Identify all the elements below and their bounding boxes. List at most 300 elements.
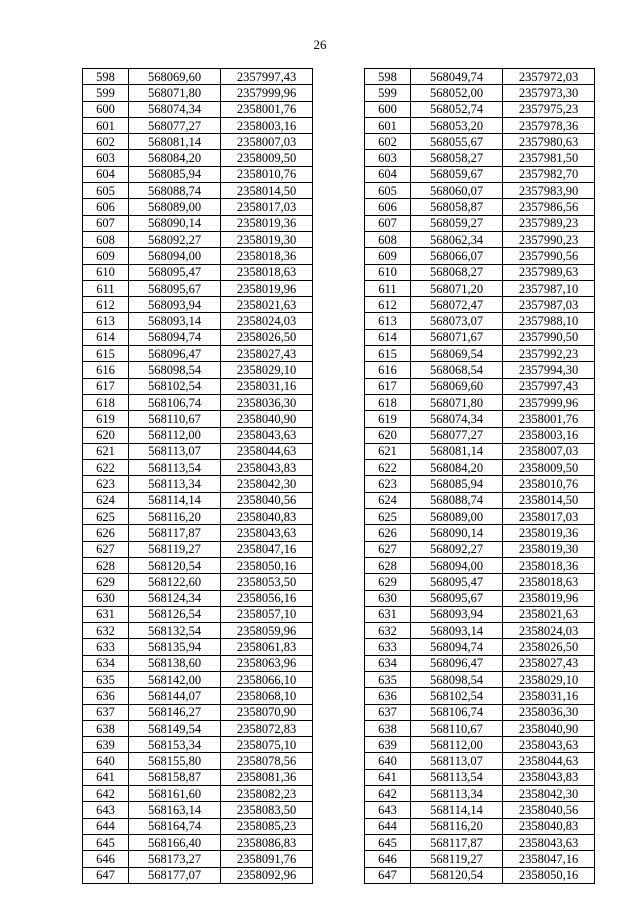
right-y-coordinate-cell: 2357983,90 bbox=[503, 183, 595, 199]
column-gap bbox=[313, 280, 365, 296]
column-gap bbox=[313, 101, 365, 117]
left-point-number-cell: 645 bbox=[83, 834, 129, 850]
right-point-number-cell: 601 bbox=[365, 117, 411, 133]
table-row bbox=[83, 280, 595, 296]
right-point-number-cell: 615 bbox=[365, 346, 411, 362]
right-point-number-cell: 638 bbox=[365, 720, 411, 736]
table-row bbox=[83, 329, 595, 345]
left-y-coordinate-cell: 2358042,30 bbox=[221, 476, 313, 492]
left-x-coordinate-cell: 568177,07 bbox=[129, 867, 221, 883]
right-x-coordinate-cell: 568102,54 bbox=[411, 688, 503, 704]
right-x-coordinate-cell: 568069,60 bbox=[411, 378, 503, 394]
table-row bbox=[83, 509, 595, 525]
right-point-number-cell: 643 bbox=[365, 802, 411, 818]
table-row bbox=[83, 443, 595, 459]
right-x-coordinate-cell: 568071,20 bbox=[411, 280, 503, 296]
left-x-coordinate-cell: 568120,54 bbox=[129, 557, 221, 573]
left-y-coordinate-cell: 2358018,63 bbox=[221, 264, 313, 280]
left-x-coordinate-cell: 568113,07 bbox=[129, 443, 221, 459]
right-y-coordinate-cell: 2357989,23 bbox=[503, 215, 595, 231]
left-x-coordinate-cell: 568095,67 bbox=[129, 280, 221, 296]
right-y-coordinate-cell: 2358027,43 bbox=[503, 655, 595, 671]
right-point-number-cell: 644 bbox=[365, 818, 411, 834]
left-point-number-cell: 624 bbox=[83, 492, 129, 508]
left-y-coordinate-cell: 2358047,16 bbox=[221, 541, 313, 557]
left-x-coordinate-cell: 568173,27 bbox=[129, 851, 221, 867]
left-y-coordinate-cell: 2358040,90 bbox=[221, 411, 313, 427]
column-gap bbox=[313, 199, 365, 215]
table-row bbox=[83, 574, 595, 590]
right-y-coordinate-cell: 2358040,90 bbox=[503, 720, 595, 736]
left-point-number-cell: 633 bbox=[83, 639, 129, 655]
right-y-coordinate-cell: 2357975,23 bbox=[503, 101, 595, 117]
column-gap bbox=[313, 69, 365, 85]
left-y-coordinate-cell: 2358014,50 bbox=[221, 183, 313, 199]
left-x-coordinate-cell: 568095,47 bbox=[129, 264, 221, 280]
left-point-number-cell: 611 bbox=[83, 280, 129, 296]
left-y-coordinate-cell: 2358031,16 bbox=[221, 378, 313, 394]
right-x-coordinate-cell: 568092,27 bbox=[411, 541, 503, 557]
left-y-coordinate-cell: 2358040,83 bbox=[221, 509, 313, 525]
right-point-number-cell: 609 bbox=[365, 248, 411, 264]
column-gap bbox=[313, 590, 365, 606]
left-y-coordinate-cell: 2358075,10 bbox=[221, 737, 313, 753]
table-row bbox=[83, 199, 595, 215]
right-y-coordinate-cell: 2358009,50 bbox=[503, 460, 595, 476]
right-x-coordinate-cell: 568119,27 bbox=[411, 851, 503, 867]
table-row bbox=[83, 671, 595, 687]
left-x-coordinate-cell: 568069,60 bbox=[129, 69, 221, 85]
right-y-coordinate-cell: 2358024,03 bbox=[503, 623, 595, 639]
left-point-number-cell: 603 bbox=[83, 150, 129, 166]
table-row bbox=[83, 297, 595, 313]
column-gap bbox=[313, 394, 365, 410]
left-point-number-cell: 604 bbox=[83, 166, 129, 182]
right-y-coordinate-cell: 2357989,63 bbox=[503, 264, 595, 280]
right-point-number-cell: 611 bbox=[365, 280, 411, 296]
right-y-coordinate-cell: 2357990,56 bbox=[503, 248, 595, 264]
left-y-coordinate-cell: 2358068,10 bbox=[221, 688, 313, 704]
left-x-coordinate-cell: 568142,00 bbox=[129, 671, 221, 687]
left-x-coordinate-cell: 568102,54 bbox=[129, 378, 221, 394]
column-gap bbox=[313, 166, 365, 182]
left-y-coordinate-cell: 2358003,16 bbox=[221, 117, 313, 133]
column-gap bbox=[313, 346, 365, 362]
column-gap bbox=[313, 639, 365, 655]
table-row bbox=[83, 427, 595, 443]
left-x-coordinate-cell: 568164,74 bbox=[129, 818, 221, 834]
left-point-number-cell: 620 bbox=[83, 427, 129, 443]
right-y-coordinate-cell: 2358043,63 bbox=[503, 737, 595, 753]
right-point-number-cell: 634 bbox=[365, 655, 411, 671]
left-point-number-cell: 630 bbox=[83, 590, 129, 606]
table-row bbox=[83, 117, 595, 133]
left-point-number-cell: 607 bbox=[83, 215, 129, 231]
right-x-coordinate-cell: 568088,74 bbox=[411, 492, 503, 508]
page-number: 26 bbox=[313, 37, 327, 52]
column-gap bbox=[313, 769, 365, 785]
right-x-coordinate-cell: 568089,00 bbox=[411, 509, 503, 525]
left-y-coordinate-cell: 2358009,50 bbox=[221, 150, 313, 166]
table-row bbox=[83, 769, 595, 785]
left-y-coordinate-cell: 2358059,96 bbox=[221, 623, 313, 639]
right-y-coordinate-cell: 2358018,36 bbox=[503, 557, 595, 573]
left-x-coordinate-cell: 568138,60 bbox=[129, 655, 221, 671]
table-row bbox=[83, 557, 595, 573]
table-row bbox=[83, 183, 595, 199]
left-x-coordinate-cell: 568122,60 bbox=[129, 574, 221, 590]
left-y-coordinate-cell: 2358086,83 bbox=[221, 834, 313, 850]
left-y-coordinate-cell: 2358019,30 bbox=[221, 231, 313, 247]
left-point-number-cell: 637 bbox=[83, 704, 129, 720]
column-gap bbox=[313, 509, 365, 525]
right-y-coordinate-cell: 2357994,30 bbox=[503, 362, 595, 378]
left-y-coordinate-cell: 2358070,90 bbox=[221, 704, 313, 720]
right-x-coordinate-cell: 568095,47 bbox=[411, 574, 503, 590]
table-row bbox=[83, 704, 595, 720]
right-point-number-cell: 600 bbox=[365, 101, 411, 117]
right-y-coordinate-cell: 2358021,63 bbox=[503, 606, 595, 622]
right-y-coordinate-cell: 2357997,43 bbox=[503, 378, 595, 394]
left-point-number-cell: 617 bbox=[83, 378, 129, 394]
coordinates-table bbox=[82, 68, 595, 884]
right-point-number-cell: 625 bbox=[365, 509, 411, 525]
right-point-number-cell: 604 bbox=[365, 166, 411, 182]
right-y-coordinate-cell: 2357988,10 bbox=[503, 313, 595, 329]
right-y-coordinate-cell: 2358019,36 bbox=[503, 525, 595, 541]
left-y-coordinate-cell: 2358007,03 bbox=[221, 134, 313, 150]
right-y-coordinate-cell: 2358036,30 bbox=[503, 704, 595, 720]
left-y-coordinate-cell: 2358063,96 bbox=[221, 655, 313, 671]
left-point-number-cell: 635 bbox=[83, 671, 129, 687]
left-x-coordinate-cell: 568090,14 bbox=[129, 215, 221, 231]
left-x-coordinate-cell: 568116,20 bbox=[129, 509, 221, 525]
table-row bbox=[83, 802, 595, 818]
right-point-number-cell: 612 bbox=[365, 297, 411, 313]
right-point-number-cell: 630 bbox=[365, 590, 411, 606]
left-x-coordinate-cell: 568098,54 bbox=[129, 362, 221, 378]
right-y-coordinate-cell: 2358007,03 bbox=[503, 443, 595, 459]
left-y-coordinate-cell: 2358085,23 bbox=[221, 818, 313, 834]
right-point-number-cell: 642 bbox=[365, 786, 411, 802]
right-x-coordinate-cell: 568095,67 bbox=[411, 590, 503, 606]
right-x-coordinate-cell: 568113,34 bbox=[411, 786, 503, 802]
left-y-coordinate-cell: 2358061,83 bbox=[221, 639, 313, 655]
column-gap bbox=[313, 443, 365, 459]
left-y-coordinate-cell: 2358057,10 bbox=[221, 606, 313, 622]
left-point-number-cell: 626 bbox=[83, 525, 129, 541]
right-x-coordinate-cell: 568071,67 bbox=[411, 329, 503, 345]
left-x-coordinate-cell: 568166,40 bbox=[129, 834, 221, 850]
left-point-number-cell: 625 bbox=[83, 509, 129, 525]
right-point-number-cell: 603 bbox=[365, 150, 411, 166]
left-x-coordinate-cell: 568096,47 bbox=[129, 346, 221, 362]
right-y-coordinate-cell: 2357992,23 bbox=[503, 346, 595, 362]
right-y-coordinate-cell: 2358014,50 bbox=[503, 492, 595, 508]
right-x-coordinate-cell: 568116,20 bbox=[411, 818, 503, 834]
left-x-coordinate-cell: 568088,74 bbox=[129, 183, 221, 199]
left-point-number-cell: 598 bbox=[83, 69, 129, 85]
table-row bbox=[83, 264, 595, 280]
left-point-number-cell: 621 bbox=[83, 443, 129, 459]
left-point-number-cell: 623 bbox=[83, 476, 129, 492]
table-row bbox=[83, 378, 595, 394]
left-y-coordinate-cell: 2358083,50 bbox=[221, 802, 313, 818]
right-x-coordinate-cell: 568059,27 bbox=[411, 215, 503, 231]
right-point-number-cell: 599 bbox=[365, 85, 411, 101]
left-point-number-cell: 614 bbox=[83, 329, 129, 345]
left-x-coordinate-cell: 568074,34 bbox=[129, 101, 221, 117]
right-y-coordinate-cell: 2358050,16 bbox=[503, 867, 595, 883]
column-gap bbox=[313, 329, 365, 345]
left-y-coordinate-cell: 2358056,16 bbox=[221, 590, 313, 606]
table-row bbox=[83, 346, 595, 362]
table-row bbox=[83, 476, 595, 492]
right-x-coordinate-cell: 568084,20 bbox=[411, 460, 503, 476]
table-row bbox=[83, 753, 595, 769]
left-point-number-cell: 636 bbox=[83, 688, 129, 704]
right-point-number-cell: 624 bbox=[365, 492, 411, 508]
right-y-coordinate-cell: 2358017,03 bbox=[503, 509, 595, 525]
right-x-coordinate-cell: 568081,14 bbox=[411, 443, 503, 459]
right-x-coordinate-cell: 568094,74 bbox=[411, 639, 503, 655]
left-x-coordinate-cell: 568132,54 bbox=[129, 623, 221, 639]
left-x-coordinate-cell: 568153,34 bbox=[129, 737, 221, 753]
right-x-coordinate-cell: 568085,94 bbox=[411, 476, 503, 492]
left-point-number-cell: 638 bbox=[83, 720, 129, 736]
left-x-coordinate-cell: 568126,54 bbox=[129, 606, 221, 622]
column-gap bbox=[313, 476, 365, 492]
right-x-coordinate-cell: 568058,87 bbox=[411, 199, 503, 215]
left-x-coordinate-cell: 568135,94 bbox=[129, 639, 221, 655]
table-row bbox=[83, 101, 595, 117]
left-point-number-cell: 609 bbox=[83, 248, 129, 264]
left-point-number-cell: 613 bbox=[83, 313, 129, 329]
right-x-coordinate-cell: 568069,54 bbox=[411, 346, 503, 362]
table-row bbox=[83, 69, 595, 85]
right-x-coordinate-cell: 568113,54 bbox=[411, 769, 503, 785]
left-y-coordinate-cell: 2358021,63 bbox=[221, 297, 313, 313]
right-y-coordinate-cell: 2357978,36 bbox=[503, 117, 595, 133]
right-y-coordinate-cell: 2358043,63 bbox=[503, 834, 595, 850]
column-gap bbox=[313, 215, 365, 231]
column-gap bbox=[313, 492, 365, 508]
left-point-number-cell: 639 bbox=[83, 737, 129, 753]
column-gap bbox=[313, 574, 365, 590]
table-row bbox=[83, 85, 595, 101]
table-row bbox=[83, 623, 595, 639]
left-y-coordinate-cell: 2358044,63 bbox=[221, 443, 313, 459]
left-y-coordinate-cell: 2358029,10 bbox=[221, 362, 313, 378]
right-y-coordinate-cell: 2358019,30 bbox=[503, 541, 595, 557]
column-gap bbox=[313, 720, 365, 736]
left-y-coordinate-cell: 2358019,96 bbox=[221, 280, 313, 296]
column-gap bbox=[313, 313, 365, 329]
table-row bbox=[83, 737, 595, 753]
column-gap bbox=[313, 427, 365, 443]
column-gap bbox=[313, 834, 365, 850]
column-gap bbox=[313, 671, 365, 687]
left-y-coordinate-cell: 2358043,63 bbox=[221, 525, 313, 541]
left-x-coordinate-cell: 568119,27 bbox=[129, 541, 221, 557]
table-row bbox=[83, 166, 595, 182]
right-y-coordinate-cell: 2357981,50 bbox=[503, 150, 595, 166]
left-x-coordinate-cell: 568144,07 bbox=[129, 688, 221, 704]
right-point-number-cell: 631 bbox=[365, 606, 411, 622]
left-y-coordinate-cell: 2358053,50 bbox=[221, 574, 313, 590]
left-x-coordinate-cell: 568146,27 bbox=[129, 704, 221, 720]
left-point-number-cell: 618 bbox=[83, 394, 129, 410]
right-point-number-cell: 605 bbox=[365, 183, 411, 199]
left-y-coordinate-cell: 2358040,56 bbox=[221, 492, 313, 508]
table-row bbox=[83, 150, 595, 166]
right-y-coordinate-cell: 2357972,03 bbox=[503, 69, 595, 85]
left-y-coordinate-cell: 2358024,03 bbox=[221, 313, 313, 329]
left-point-number-cell: 640 bbox=[83, 753, 129, 769]
left-y-coordinate-cell: 2358091,76 bbox=[221, 851, 313, 867]
right-x-coordinate-cell: 568112,00 bbox=[411, 737, 503, 753]
column-gap bbox=[313, 802, 365, 818]
left-x-coordinate-cell: 568110,67 bbox=[129, 411, 221, 427]
right-x-coordinate-cell: 568110,67 bbox=[411, 720, 503, 736]
left-point-number-cell: 634 bbox=[83, 655, 129, 671]
left-point-number-cell: 627 bbox=[83, 541, 129, 557]
right-x-coordinate-cell: 568093,14 bbox=[411, 623, 503, 639]
right-y-coordinate-cell: 2358010,76 bbox=[503, 476, 595, 492]
right-point-number-cell: 618 bbox=[365, 394, 411, 410]
table-row bbox=[83, 720, 595, 736]
table-row bbox=[83, 834, 595, 850]
left-y-coordinate-cell: 2358019,36 bbox=[221, 215, 313, 231]
left-x-coordinate-cell: 568106,74 bbox=[129, 394, 221, 410]
left-point-number-cell: 642 bbox=[83, 786, 129, 802]
column-gap bbox=[313, 231, 365, 247]
table-row bbox=[83, 541, 595, 557]
right-y-coordinate-cell: 2358019,96 bbox=[503, 590, 595, 606]
right-point-number-cell: 621 bbox=[365, 443, 411, 459]
column-gap bbox=[313, 541, 365, 557]
column-gap bbox=[313, 688, 365, 704]
left-x-coordinate-cell: 568089,00 bbox=[129, 199, 221, 215]
left-y-coordinate-cell: 2358082,23 bbox=[221, 786, 313, 802]
column-gap bbox=[313, 297, 365, 313]
right-point-number-cell: 623 bbox=[365, 476, 411, 492]
column-gap bbox=[313, 818, 365, 834]
table-row bbox=[83, 818, 595, 834]
left-x-coordinate-cell: 568158,87 bbox=[129, 769, 221, 785]
right-point-number-cell: 641 bbox=[365, 769, 411, 785]
column-gap bbox=[313, 411, 365, 427]
right-x-coordinate-cell: 568090,14 bbox=[411, 525, 503, 541]
left-y-coordinate-cell: 2358010,76 bbox=[221, 166, 313, 182]
right-x-coordinate-cell: 568113,07 bbox=[411, 753, 503, 769]
left-y-coordinate-cell: 2358001,76 bbox=[221, 101, 313, 117]
right-x-coordinate-cell: 568058,27 bbox=[411, 150, 503, 166]
right-y-coordinate-cell: 2358031,16 bbox=[503, 688, 595, 704]
right-point-number-cell: 608 bbox=[365, 231, 411, 247]
left-y-coordinate-cell: 2358050,16 bbox=[221, 557, 313, 573]
left-y-coordinate-cell: 2358066,10 bbox=[221, 671, 313, 687]
table-row bbox=[83, 525, 595, 541]
left-point-number-cell: 647 bbox=[83, 867, 129, 883]
left-point-number-cell: 644 bbox=[83, 818, 129, 834]
right-x-coordinate-cell: 568053,20 bbox=[411, 117, 503, 133]
left-y-coordinate-cell: 2358017,03 bbox=[221, 199, 313, 215]
left-point-number-cell: 646 bbox=[83, 851, 129, 867]
column-gap bbox=[313, 623, 365, 639]
table-row bbox=[83, 134, 595, 150]
left-x-coordinate-cell: 568113,34 bbox=[129, 476, 221, 492]
table-row bbox=[83, 492, 595, 508]
right-y-coordinate-cell: 2357990,23 bbox=[503, 231, 595, 247]
left-y-coordinate-cell: 2357999,96 bbox=[221, 85, 313, 101]
right-y-coordinate-cell: 2358003,16 bbox=[503, 427, 595, 443]
left-x-coordinate-cell: 568094,74 bbox=[129, 329, 221, 345]
right-point-number-cell: 616 bbox=[365, 362, 411, 378]
right-y-coordinate-cell: 2358001,76 bbox=[503, 411, 595, 427]
column-gap bbox=[313, 248, 365, 264]
left-x-coordinate-cell: 568149,54 bbox=[129, 720, 221, 736]
left-y-coordinate-cell: 2358026,50 bbox=[221, 329, 313, 345]
column-gap bbox=[313, 867, 365, 883]
right-y-coordinate-cell: 2357982,70 bbox=[503, 166, 595, 182]
table-row bbox=[83, 688, 595, 704]
left-point-number-cell: 599 bbox=[83, 85, 129, 101]
left-point-number-cell: 643 bbox=[83, 802, 129, 818]
column-gap bbox=[313, 704, 365, 720]
left-point-number-cell: 612 bbox=[83, 297, 129, 313]
left-x-coordinate-cell: 568163,14 bbox=[129, 802, 221, 818]
table-row bbox=[83, 460, 595, 476]
column-gap bbox=[313, 85, 365, 101]
right-x-coordinate-cell: 568068,27 bbox=[411, 264, 503, 280]
left-point-number-cell: 605 bbox=[83, 183, 129, 199]
left-x-coordinate-cell: 568161,60 bbox=[129, 786, 221, 802]
left-point-number-cell: 608 bbox=[83, 231, 129, 247]
left-y-coordinate-cell: 2358036,30 bbox=[221, 394, 313, 410]
right-point-number-cell: 635 bbox=[365, 671, 411, 687]
right-point-number-cell: 640 bbox=[365, 753, 411, 769]
right-x-coordinate-cell: 568098,54 bbox=[411, 671, 503, 687]
left-point-number-cell: 628 bbox=[83, 557, 129, 573]
right-x-coordinate-cell: 568059,67 bbox=[411, 166, 503, 182]
right-x-coordinate-cell: 568096,47 bbox=[411, 655, 503, 671]
left-x-coordinate-cell: 568071,80 bbox=[129, 85, 221, 101]
right-point-number-cell: 607 bbox=[365, 215, 411, 231]
right-x-coordinate-cell: 568052,00 bbox=[411, 85, 503, 101]
right-x-coordinate-cell: 568117,87 bbox=[411, 834, 503, 850]
right-point-number-cell: 606 bbox=[365, 199, 411, 215]
right-x-coordinate-cell: 568094,00 bbox=[411, 557, 503, 573]
right-point-number-cell: 645 bbox=[365, 834, 411, 850]
right-point-number-cell: 639 bbox=[365, 737, 411, 753]
right-x-coordinate-cell: 568106,74 bbox=[411, 704, 503, 720]
right-y-coordinate-cell: 2358044,63 bbox=[503, 753, 595, 769]
left-x-coordinate-cell: 568117,87 bbox=[129, 525, 221, 541]
left-x-coordinate-cell: 568124,34 bbox=[129, 590, 221, 606]
column-gap bbox=[313, 378, 365, 394]
left-x-coordinate-cell: 568094,00 bbox=[129, 248, 221, 264]
right-y-coordinate-cell: 2357999,96 bbox=[503, 394, 595, 410]
right-x-coordinate-cell: 568073,07 bbox=[411, 313, 503, 329]
right-y-coordinate-cell: 2357973,30 bbox=[503, 85, 595, 101]
right-point-number-cell: 613 bbox=[365, 313, 411, 329]
column-gap bbox=[313, 737, 365, 753]
column-gap bbox=[313, 606, 365, 622]
right-x-coordinate-cell: 568055,67 bbox=[411, 134, 503, 150]
left-point-number-cell: 631 bbox=[83, 606, 129, 622]
left-x-coordinate-cell: 568155,80 bbox=[129, 753, 221, 769]
